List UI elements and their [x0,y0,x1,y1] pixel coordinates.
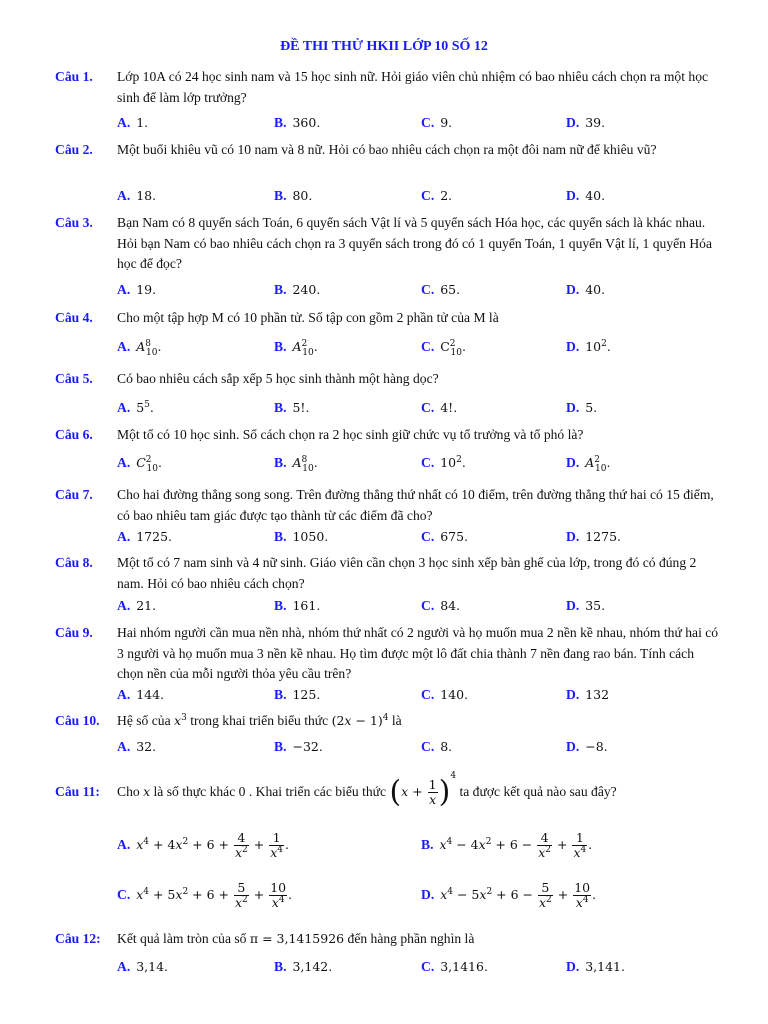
options-row [55,876,720,914]
option-d: D. 35. [566,598,606,613]
option-b: B. 80. [274,188,313,203]
option-b: B. 1050. [274,529,329,544]
question-label: Câu 6. [55,427,93,442]
option-b: B. 3,142. [274,959,333,974]
question-11 [55,768,720,816]
option-a: A. 19. [117,282,157,297]
option-c: C. 84. [421,598,461,613]
option-d: D. $10^2$. [566,338,611,354]
question-text: Hệ số của $x^3$ trong khai triển biểu thức $(2x - 1)^4$ là [117,712,402,728]
option-a: A. $A^8_{10}$. [117,338,162,358]
question-3 [55,213,720,275]
option-a: A. $C^2_{10}$. [117,454,162,474]
option-c: C. 8. [421,739,453,754]
page-title: ĐỀ THI THỬ HKII LỚP 10 SỐ 12 [280,39,488,54]
option-c: C. 675. [421,529,469,544]
option-b: B. $A^8_{10}$. [274,454,318,474]
question-text: Cho một tập hợp M có 10 phần tử. Số tập con gồm 2 phần tử của M là [117,310,499,325]
option-d: D. 3,141. [566,959,625,974]
options-row [55,337,720,357]
option-a: A. 21. [117,598,157,613]
question-5 [55,369,720,390]
question-8 [55,553,720,594]
question-label: Câu 4. [55,310,93,325]
option-b: B. $x^4 - 4x^2 + 6$ − $\frac{4}{x^2}$ + $\frac{1}{x^4}$ . [421,830,593,860]
option-b: B. 161. [274,598,321,613]
question-text: Có bao nhiêu cách sắp xếp 5 học sinh thành một hàng dọc? [117,371,439,386]
question-text: Một buổi khiêu vũ có 10 nam và 8 nữ. Hỏi có bao nhiêu cách chọn ra một đôi nam nữ để khiêu vũ? [117,142,657,157]
question-12 [55,929,720,950]
question-9 [55,623,720,685]
question-text: Cho hai đường thẳng song song. Trên đường thẳng thứ nhất có 10 điểm, trên đường thẳng thứ hai có 15 điểm, có bao nhiêu tam giác được tạo thành từ các điểm đã cho? [117,487,714,523]
question-7 [55,485,720,526]
question-label: Câu 7. [55,487,93,502]
options-row [55,453,720,473]
question-label: Câu 3. [55,215,93,230]
option-d: D. 39. [566,115,606,130]
options-row [55,186,720,206]
question-label: Câu 11: [55,784,100,799]
question-2 [55,140,720,161]
question-label: Câu 1. [55,69,93,84]
option-d: D. $A^2_{10}$. [566,454,611,474]
option-c: C. 140. [421,687,469,702]
question-4 [55,308,720,329]
option-a: A. 1725. [117,529,173,544]
question-label: Câu 5. [55,371,93,386]
option-d: D. 40. [566,282,606,297]
option-c: C. 4!. [421,400,458,415]
option-a: A. 3,14. [117,959,169,974]
question-text: Lớp 10A có 24 học sinh nam và 15 học sinh nữ. Hỏi giáo viên chủ nhiệm có bao nhiêu cách chọn ra một học sinh để làm lớp trưởng? [117,69,709,105]
option-b: B. 125. [274,687,321,702]
options-row [55,398,720,418]
options-row [55,685,720,705]
question-text: Một tổ có 10 học sinh. Số cách chọn ra 2 học sinh giữ chức vụ tổ trưởng và tổ phó là? [117,427,584,442]
options-row [55,596,720,616]
options-row [55,527,720,547]
option-b: B. 5!. [274,400,310,415]
question-label: Câu 8. [55,555,93,570]
options-row [55,826,720,864]
question-text: Bạn Nam có 8 quyển sách Toán, 6 quyển sách Vật lí và 5 quyển sách Hóa học, các quyển sách là khác nhau. Hỏi bạn Nam có bao nhiêu cách chọn ra 3 quyển sách trong đó có 1 quyển Toán, 1 quyển Vật lí, 1 quyển Hóa học để đọc? [117,215,713,271]
option-d: D. 5. [566,400,598,415]
option-a: A. 1. [117,115,149,130]
options-row [55,280,720,300]
question-label: Câu 9. [55,625,93,640]
option-a: A. $x^4 + 4x^2 + 6$ + $\frac{4}{x^2}$ + $\frac{1}{x^4}$ . [117,830,289,860]
option-c: C. $x^4 + 5x^2 + 6$ + $\frac{5}{x^2}$ + $\frac{10}{x^4}$ . [117,880,293,910]
option-d: D. 132 [566,687,610,702]
question-6 [55,425,720,446]
option-d: D. $x^4 - 5x^2 + 6$ − $\frac{5}{x^2}$ + $\frac{10}{x^4}$ . [421,880,597,910]
option-b: B. 360. [274,115,321,130]
question-1 [55,67,720,108]
question-label: Câu 12: [55,931,101,946]
question-text: Một tổ có 7 nam sinh và 4 nữ sinh. Giáo viên cần chọn 3 học sinh xếp bàn ghế của lớp, trong đó có đúng 2 nam. Hỏi có bao nhiêu cách chọn? [117,555,697,591]
option-c: C. 3,1416. [421,959,488,974]
option-a: A. 144. [117,687,165,702]
question-text: Cho x là số thực khác 0 . Khai triển các biểu thức (x + $\frac{1}{x}$ )$^4$ ta được kết quả nào sau đây? [117,771,617,810]
option-c: C. 2. [421,188,453,203]
option-a: A. $5^5$. [117,399,154,415]
option-c: C. 9. [421,115,453,130]
question-text: Kết quả làm tròn của số π = 3,1415926 đến hàng phần nghìn là [117,931,475,946]
option-c: C. $10^2$. [421,454,466,470]
question-label: Câu 2. [55,142,93,157]
option-b: B. −32. [274,739,323,754]
options-row [55,957,720,977]
question-label: Câu 10. [55,713,100,728]
option-d: D. 40. [566,188,606,203]
option-a: A. 32. [117,739,157,754]
option-b: B. $A^2_{10}$. [274,338,318,358]
option-c: C. 65. [421,282,461,297]
option-a: A. 18. [117,188,157,203]
question-text: Hai nhóm người cần mua nền nhà, nhóm thứ nhất có 2 người và họ muốn mua 2 nền kề nhau, nhóm thứ hai có 3 người và họ muốn mua 3 nền kề nhau. Họ tìm được một lô đất chia thành 7 nền đang rao bán. Tính cách chọn nền của mỗi người thỏa yêu cầu trên? [117,625,719,681]
option-c: C. $C^2_{10}$. [421,338,466,358]
options-row [55,113,720,133]
options-row [55,737,720,757]
option-d: D. −8. [566,739,608,754]
option-b: B. 240. [274,282,321,297]
question-10 [55,711,720,732]
option-d: D. 1275. [566,529,622,544]
